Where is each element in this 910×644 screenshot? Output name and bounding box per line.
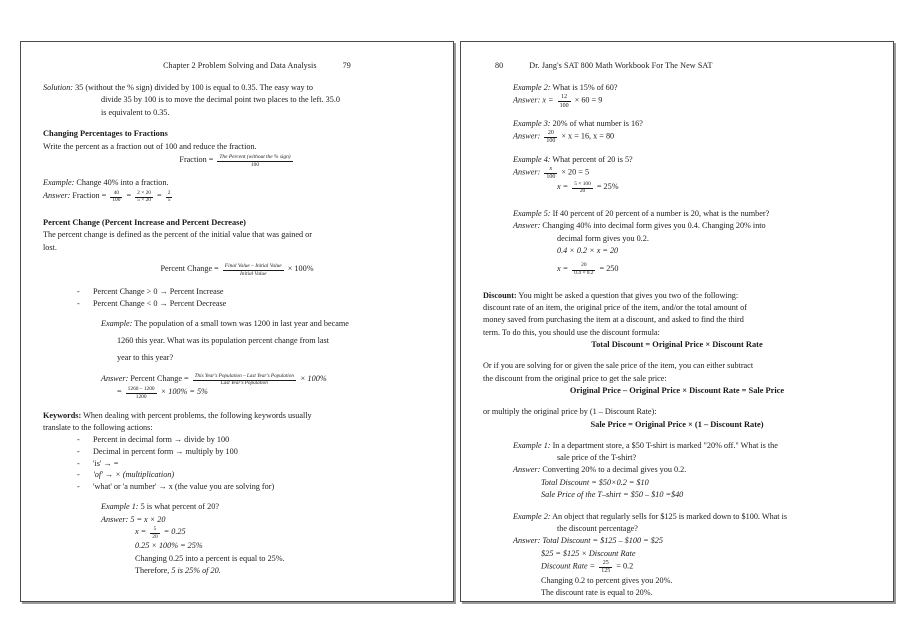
keywords-example-text: 5 is what percent of 20? [140, 502, 219, 512]
list-item: - 'is' → = [77, 458, 431, 470]
example-4-line-2-numerator: 5 × 100 [572, 182, 593, 189]
discount-rate-numerator: 25 [599, 560, 612, 568]
discount-label: Discount: [483, 290, 517, 300]
spacer [483, 195, 871, 208]
keywords-example-label: Example 1: [101, 502, 139, 512]
fractions-frac-1 [110, 191, 122, 204]
answer-line-2-frac [126, 387, 157, 400]
discount-example-1-text-1: In a department store, a $50 T-shirt is marked "20% off." What is the [552, 440, 778, 450]
example-2-answer-label: Answer: [513, 96, 541, 106]
discount-rate-frac [599, 560, 612, 575]
percent-change-bullets [43, 286, 431, 309]
example-4-text: What percent of 20 is 5? [552, 154, 633, 164]
list-item: - Decimal in percent form → multiply by 100 [77, 446, 431, 458]
percent-change-example-line-2: 1260 this year. What was its population percent change from last [117, 335, 329, 345]
discount-formula-1: Total Discount = Original Price × Discount Rate [591, 340, 763, 350]
example-4-numerator: x [544, 166, 557, 174]
percent-change-numerator: Final Value – Initial Value [223, 264, 284, 271]
example-5-numerator: 20 [572, 263, 595, 270]
fractions-example-label: Example: [43, 178, 75, 188]
percent-change-denominator: Initial Value [240, 270, 267, 277]
discount-example-1-question-2: sale price of the T-shirt? [557, 452, 637, 462]
keywords-label: Keywords: [43, 410, 82, 420]
list-item: - Percent Change > 0 → Percent Increase [77, 286, 431, 298]
example-5-answer-line-3: 0.4 × 0.2 × x = 20 [557, 246, 619, 256]
example-2-frac [558, 94, 571, 109]
frac2-numerator: 2 × 20 [135, 191, 153, 198]
example-4-label: Example 4: [513, 154, 551, 164]
percent-change-answer-prefix: Percent Change = [130, 373, 189, 383]
discount-example-1-answer-3: Sale Price of the T–shirt = $50 – $10 =$40 [541, 490, 684, 500]
page-left-body [21, 42, 453, 601]
example-2-question [483, 82, 871, 93]
answer-line-2-denominator: 1200 [135, 393, 147, 400]
example-2-text: What is 15% of 60? [552, 83, 618, 92]
frac1-denominator: 100 [112, 197, 121, 204]
page-right-body [461, 42, 893, 601]
fractions-example [43, 177, 431, 188]
percent-change-intro-2: lost. [43, 242, 57, 252]
example-4-line-2-tail: = 25% [596, 181, 619, 191]
percent-change-answer-line-2 [43, 386, 431, 400]
example-3-tail: × x = 16, x = 80 [561, 132, 615, 142]
example-2-tail: × 60 = 9 [574, 96, 603, 106]
solution-line-3: is equivalent to 0.35. [101, 107, 170, 117]
example-5-denominator: 0.4 × 0.2 [574, 269, 594, 276]
example-3-frac [544, 130, 557, 145]
running-head-right-page [483, 60, 871, 71]
discount-rate-lhs: Discount Rate = [541, 561, 596, 571]
discount-example-2-question-2: the discount percentage? [557, 523, 638, 533]
answer-numerator: This Year's Population – Last Year's Population [194, 372, 294, 379]
example-4-line-2-frac [572, 182, 593, 195]
discount-example-2-answer-3 [483, 560, 871, 575]
spacer [483, 502, 871, 511]
discount-example-1-answer-2: Total Discount = $50×0.2 = $10 [541, 477, 649, 487]
example-3-denominator: 100 [546, 138, 556, 145]
answer-line-2-tail: × 100% = 5% [160, 387, 208, 397]
running-head-text: Dr. Jang's SAT 800 Math Workbook For The New SAT [529, 61, 713, 70]
percent-change-answer-label: Answer: [101, 373, 129, 383]
spacer [43, 254, 431, 263]
frac3-numerator: 2 [166, 191, 173, 198]
fractions-answer [43, 190, 431, 204]
example-5-answer-line-1 [483, 220, 871, 231]
keywords-frac-denominator: 20 [152, 533, 158, 540]
keywords-answer-line-3: 0.25 × 100% = 25% [135, 541, 203, 551]
percent-change-example-line-3: year to this year? [117, 352, 174, 362]
example-5-answer-label: Answer: [513, 221, 541, 231]
spacer [483, 109, 871, 118]
example-4-tail: × 20 = 5 [561, 167, 590, 177]
fractions-equals-2: = [157, 190, 162, 200]
keywords-answer-line-2-tail: = 0.25 [163, 527, 186, 537]
discount-para-2-line-1: Or if you are solving for or given the sale price of the item, you can either subtract [483, 361, 754, 371]
example-5-answer-line-2: decimal form gives you 0.2. [557, 233, 649, 243]
solution-line-2-row [43, 94, 431, 105]
discount-para-2-line-2: the discount from the original price to get the sale price: [483, 373, 667, 383]
percent-change-answer-suffix: × 100% [299, 373, 327, 383]
running-head-text: Chapter 2 Problem Solving and Data Analysis [163, 61, 317, 70]
fractions-frac-3 [166, 191, 173, 204]
discount-intro-4: term. To do this, you should use the discount formula: [483, 327, 660, 337]
example-2-lhs: x = [542, 96, 554, 106]
spacer [483, 145, 871, 154]
frac3-denominator: 5 [167, 197, 171, 204]
fractions-frac-2 [135, 191, 153, 204]
example-4-answer-line-1 [483, 166, 871, 181]
fractions-intro: Write the percent as a fraction out of 100 and reduce the fraction. [43, 141, 257, 151]
discount-intro-1 [483, 290, 871, 301]
discount-example-1-label: Example 1: [513, 440, 551, 450]
keywords-answer-line-2 [43, 526, 431, 540]
list-item: - 'what' or 'a number' → x (the value you are solving for) [77, 481, 431, 493]
example-5-line-4-lhs: x = [557, 263, 569, 273]
discount-example-1-answer-text-1: Converting 20% to a decimal gives you 0.2. [542, 465, 687, 475]
spacer [483, 277, 871, 290]
fraction-formula-numerator: The Percent (without the % sign) [217, 155, 292, 162]
solution-line-2: divide 35 by 100 is to move the decimal point two places to the left. 35.0 [101, 95, 340, 105]
solution-label: Solution: [43, 83, 74, 92]
answer-denominator: Last Year's Population [220, 379, 268, 386]
keywords-intro-1: When dealing with percent problems, the following keywords usually [83, 410, 312, 420]
discount-intro-3: money saved from purchasing the item at a discount, and asked to find the third [483, 315, 744, 325]
fraction-formula-denominator: 100 [250, 161, 260, 168]
example-5-line-4-tail: = 250 [599, 263, 619, 273]
fraction-formula [43, 154, 431, 168]
example-2-denominator: 100 [559, 102, 569, 109]
keywords-intro-2: translate to the following actions: [43, 423, 153, 432]
list-item: - 'of' → × (multiplication) [77, 469, 431, 481]
spacer [483, 431, 871, 440]
percent-change-answer-frac [193, 374, 296, 387]
example-4-denominator: 100 [546, 174, 556, 181]
answer-line-2-numerator: 1260 – 1200 [126, 387, 157, 394]
keywords-answer-line-5-plain: Therefore, [135, 566, 170, 576]
discount-rate-tail: = 0.2 [616, 561, 634, 571]
example-5-text: If 40 percent of 20 percent of a number is 20, what is the number? [552, 208, 770, 218]
discount-intro-2: discount rate of an item, the original price of the item, and/or the total amount of [483, 303, 747, 313]
keywords-intro [43, 410, 431, 421]
discount-example-2-answer-4: Changing 0.2 to percent gives you 20%. [541, 575, 673, 585]
example-3-numerator: 20 [544, 130, 557, 138]
example-4-frac [544, 166, 557, 181]
percent-change-formula [43, 263, 431, 277]
list-item: - Percent in decimal form → divide by 100 [77, 434, 431, 446]
example-4-question [483, 154, 871, 165]
discount-formula-2: Original Price – Original Price × Discount Rate = Sale Price [569, 386, 785, 396]
percent-change-example-text-1: The population of a small town was 1200 in last year and became [134, 318, 349, 328]
discount-example-1-answer-label: Answer: [513, 465, 541, 475]
spacer [43, 119, 431, 128]
spacer [43, 168, 431, 177]
heading-changing-percentages-to-fractions: Changing Percentages to Fractions [43, 129, 168, 139]
running-head-left-page [43, 60, 431, 71]
keywords-answer-label: Answer: [101, 514, 129, 524]
discount-para-3: or multiply the original price by (1 – Discount Rate): [483, 407, 657, 417]
discount-example-2-label: Example 2: [513, 511, 551, 521]
discount-example-2-answer-2: $25 = $125 × Discount Rate [541, 548, 636, 558]
spacer [483, 397, 871, 406]
percent-change-intro-1: The percent change is defined as the percent of the initial value that was gained or [43, 230, 312, 240]
solution-line-3-row [43, 107, 431, 118]
frac1-numerator: 40 [110, 191, 122, 198]
percent-change-formula-label: Percent Change = [160, 264, 219, 274]
example-3-label: Example 3: [513, 118, 551, 128]
example-4-line-2-lhs: x = [557, 181, 569, 191]
spacer [483, 351, 871, 360]
example-3-answer-label: Answer: [513, 132, 541, 142]
example-5-question [483, 208, 871, 219]
answer-line-2-equals: = [117, 387, 122, 397]
example-4-line-2-denominator: 20 [579, 188, 586, 195]
fractions-equals-1: = [126, 190, 132, 200]
discount-rate-denominator: 125 [601, 568, 611, 575]
frac2-denominator: 5 × 20 [137, 197, 151, 204]
example-5-frac [572, 263, 595, 276]
keywords-answer-line-5-italic: 5 is 25% of 20. [171, 566, 221, 576]
page-right-80 [460, 41, 894, 602]
discount-example-1-question-1 [483, 440, 871, 451]
example-2-label: Example 2: [513, 83, 551, 92]
spacer [43, 204, 431, 217]
discount-example-2-answer-1 [483, 535, 871, 546]
discount-example-2-answer-text-1: Total Discount = $125 – $100 = $25 [542, 536, 663, 546]
example-4-answer-label: Answer: [513, 167, 541, 177]
example-4-answer-line-2 [483, 181, 871, 195]
fraction-formula-frac [217, 155, 292, 168]
spacer [43, 401, 431, 410]
solution-block [43, 82, 431, 93]
keywords-answer-line-1 [43, 514, 431, 525]
percent-change-formula-suffix: × 100% [287, 264, 314, 274]
spacer [43, 492, 431, 501]
folio-80: 80 [495, 61, 504, 70]
keywords-frac-numerator: 5 [150, 527, 159, 534]
example-5-answer-text-1: Changing 40% into decimal form gives you 0.4. Changing 20% into [542, 221, 766, 231]
page-left-79 [20, 41, 454, 602]
discount-example-2-question-1 [483, 511, 871, 522]
fractions-example-text: Change 40% into a fraction. [76, 178, 169, 188]
keywords-answer-line-5 [43, 565, 431, 576]
spacer [43, 277, 431, 286]
percent-change-answer-line-1 [43, 373, 431, 387]
list-item: - Percent Change < 0 → Percent Decrease [77, 298, 431, 310]
example-5-label: Example 5: [513, 208, 551, 218]
example-5-answer-line-4 [483, 261, 871, 277]
example-3-answer [483, 130, 871, 145]
discount-example-2-answer-5: The discount rate is equal to 20%. [541, 588, 653, 598]
discount-intro-text-1: You might be asked a question that gives you two of the following: [518, 290, 739, 300]
discount-formula-3: Sale Price = Original Price × (1 – Discount Rate) [590, 419, 764, 429]
fraction-formula-label: Fraction = [179, 155, 214, 165]
example-2-numerator: 12 [558, 94, 571, 102]
fractions-answer-prefix: Fraction = [72, 190, 107, 200]
percent-change-example-line-1 [43, 316, 431, 332]
keywords-answer-line-4: Changing 0.25 into a percent is equal to 25%. [135, 553, 285, 563]
keywords-answer-eq-1: 5 = x × 20 [130, 514, 166, 524]
example-3-text: 20% of what number is 16? [552, 118, 643, 128]
heading-percent-change: Percent Change (Percent Increase and Percent Decrease) [43, 217, 246, 227]
keywords-example-1 [43, 501, 431, 512]
discount-example-2-text-1: An object that regularly sells for $125 is marked down to $100. What is [552, 511, 788, 521]
folio-79: 79 [342, 61, 351, 70]
percent-change-frac [223, 264, 284, 277]
example-3-question [483, 118, 871, 129]
discount-example-1-answer-1 [483, 464, 871, 475]
fractions-answer-label: Answer: [43, 190, 71, 200]
solution-line-1: 35 (without the % sign) divided by 100 is equal to 0.35. The easy way to [75, 83, 314, 92]
keywords-answer-line-2-lhs: x = [135, 527, 147, 537]
keywords-answer-frac [150, 527, 159, 540]
keywords-bullets [43, 434, 431, 492]
percent-change-example-label: Example: [101, 318, 133, 328]
example-2-answer [483, 94, 871, 109]
discount-example-2-answer-label: Answer: [513, 536, 541, 546]
